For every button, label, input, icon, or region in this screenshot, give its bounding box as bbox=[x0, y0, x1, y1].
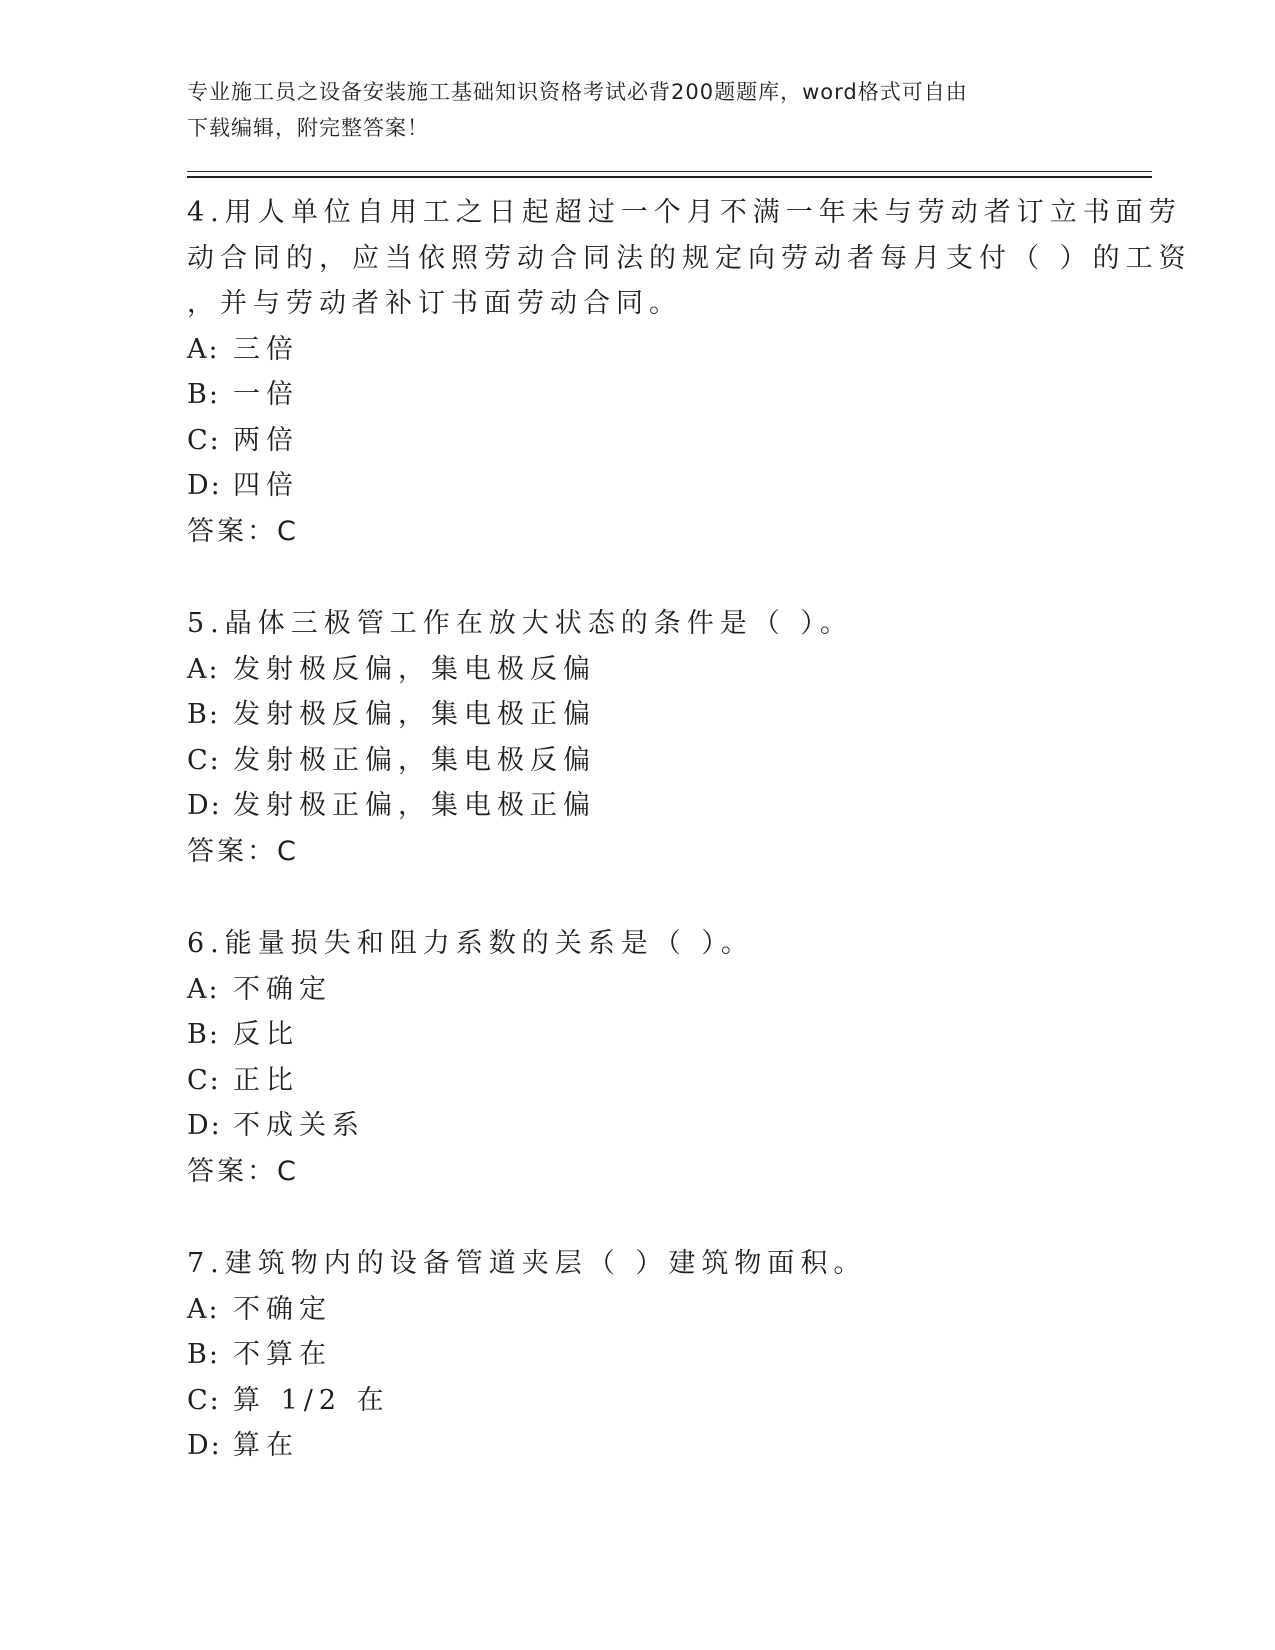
option-c bbox=[187, 1378, 1087, 1424]
option-c bbox=[187, 738, 1087, 784]
option-letter: C: bbox=[187, 424, 221, 456]
option-d bbox=[187, 783, 1087, 829]
question-5 bbox=[187, 601, 1087, 874]
option-text: 发射极反偏，集电极反偏 bbox=[233, 653, 596, 685]
option-letter: D: bbox=[187, 790, 222, 821]
option-a bbox=[187, 327, 1087, 373]
option-text: 一倍 bbox=[233, 379, 299, 410]
option-text: 正比 bbox=[233, 1064, 299, 1096]
option-letter: C: bbox=[187, 1384, 221, 1416]
option-letter: B: bbox=[187, 379, 220, 410]
option-letter: B: bbox=[187, 1339, 220, 1370]
header-line-2: 下载编辑，附完整答案！ bbox=[187, 116, 429, 140]
option-letter: B: bbox=[187, 1019, 220, 1050]
option-text: 发射极正偏，集电极反偏 bbox=[233, 744, 596, 776]
option-c bbox=[187, 418, 1087, 464]
option-text: 反比 bbox=[233, 1019, 299, 1050]
option-text: 不确定 bbox=[233, 1293, 332, 1325]
question-6 bbox=[187, 921, 1087, 1194]
answer-line: 答案：C bbox=[187, 515, 299, 547]
question-7 bbox=[187, 1241, 1087, 1469]
option-text: 不确定 bbox=[233, 973, 332, 1005]
question-list bbox=[187, 190, 1192, 1469]
option-text: 发射极正偏，集电极正偏 bbox=[233, 790, 596, 821]
option-d bbox=[187, 1103, 1087, 1149]
answer-line: 答案：C bbox=[187, 1155, 299, 1187]
option-b bbox=[187, 1012, 1087, 1058]
document-header bbox=[187, 74, 1067, 146]
question-stem-line: ，并与劳动者补订书面劳动合同。 bbox=[187, 288, 682, 319]
option-text: 四倍 bbox=[233, 470, 299, 501]
option-text: 两倍 bbox=[233, 424, 299, 456]
option-b bbox=[187, 692, 1087, 738]
option-d bbox=[187, 463, 1087, 509]
option-text: 三倍 bbox=[233, 333, 299, 365]
answer-line: 答案：C bbox=[187, 835, 299, 867]
option-b bbox=[187, 372, 1087, 418]
option-letter: D: bbox=[187, 1430, 222, 1461]
question-stem-line: 动合同的，应当依照劳动合同法的规定向劳动者每月支付（ ）的工资 bbox=[187, 242, 1192, 274]
question-stem-line: 5.晶体三极管工作在放大状态的条件是（ ）。 bbox=[187, 608, 853, 639]
question-spacer bbox=[187, 554, 1087, 601]
option-d bbox=[187, 1423, 1087, 1469]
option-letter: C: bbox=[187, 1064, 221, 1096]
question-stem-line: 4.用人单位自用工之日起超过一个月不满一年未与劳动者订立书面劳 bbox=[187, 197, 1182, 228]
option-text: 不成关系 bbox=[233, 1110, 365, 1141]
option-text: 算在 bbox=[233, 1430, 299, 1461]
header-divider-thin bbox=[187, 171, 1152, 172]
option-text: 发射极反偏，集电极正偏 bbox=[233, 699, 596, 730]
option-text: 不算在 bbox=[233, 1339, 332, 1370]
option-letter: D: bbox=[187, 1110, 222, 1141]
question-spacer bbox=[187, 1194, 1087, 1241]
option-letter: A: bbox=[187, 653, 220, 685]
option-letter: A: bbox=[187, 333, 220, 365]
option-a bbox=[187, 1287, 1087, 1333]
option-a bbox=[187, 967, 1087, 1013]
header-line-1: 专业施工员之设备安装施工基础知识资格考试必背200题题库，word格式可自由 bbox=[187, 80, 968, 104]
question-spacer bbox=[187, 874, 1087, 921]
question-stem-line: 6.能量损失和阻力系数的关系是（ ）。 bbox=[187, 928, 754, 959]
option-letter: A: bbox=[187, 1293, 220, 1325]
question-stem-line: 7.建筑物内的设备管道夹层（ ）建筑物面积。 bbox=[187, 1248, 867, 1279]
option-b bbox=[187, 1332, 1087, 1378]
option-letter: A: bbox=[187, 973, 220, 1005]
option-letter: B: bbox=[187, 699, 220, 730]
option-text: 算 1/2 在 bbox=[233, 1384, 390, 1416]
option-c bbox=[187, 1058, 1087, 1104]
option-letter: C: bbox=[187, 744, 221, 776]
header-divider-thick bbox=[187, 176, 1152, 178]
option-letter: D: bbox=[187, 470, 222, 501]
question-4 bbox=[187, 190, 1192, 554]
option-a bbox=[187, 647, 1087, 693]
